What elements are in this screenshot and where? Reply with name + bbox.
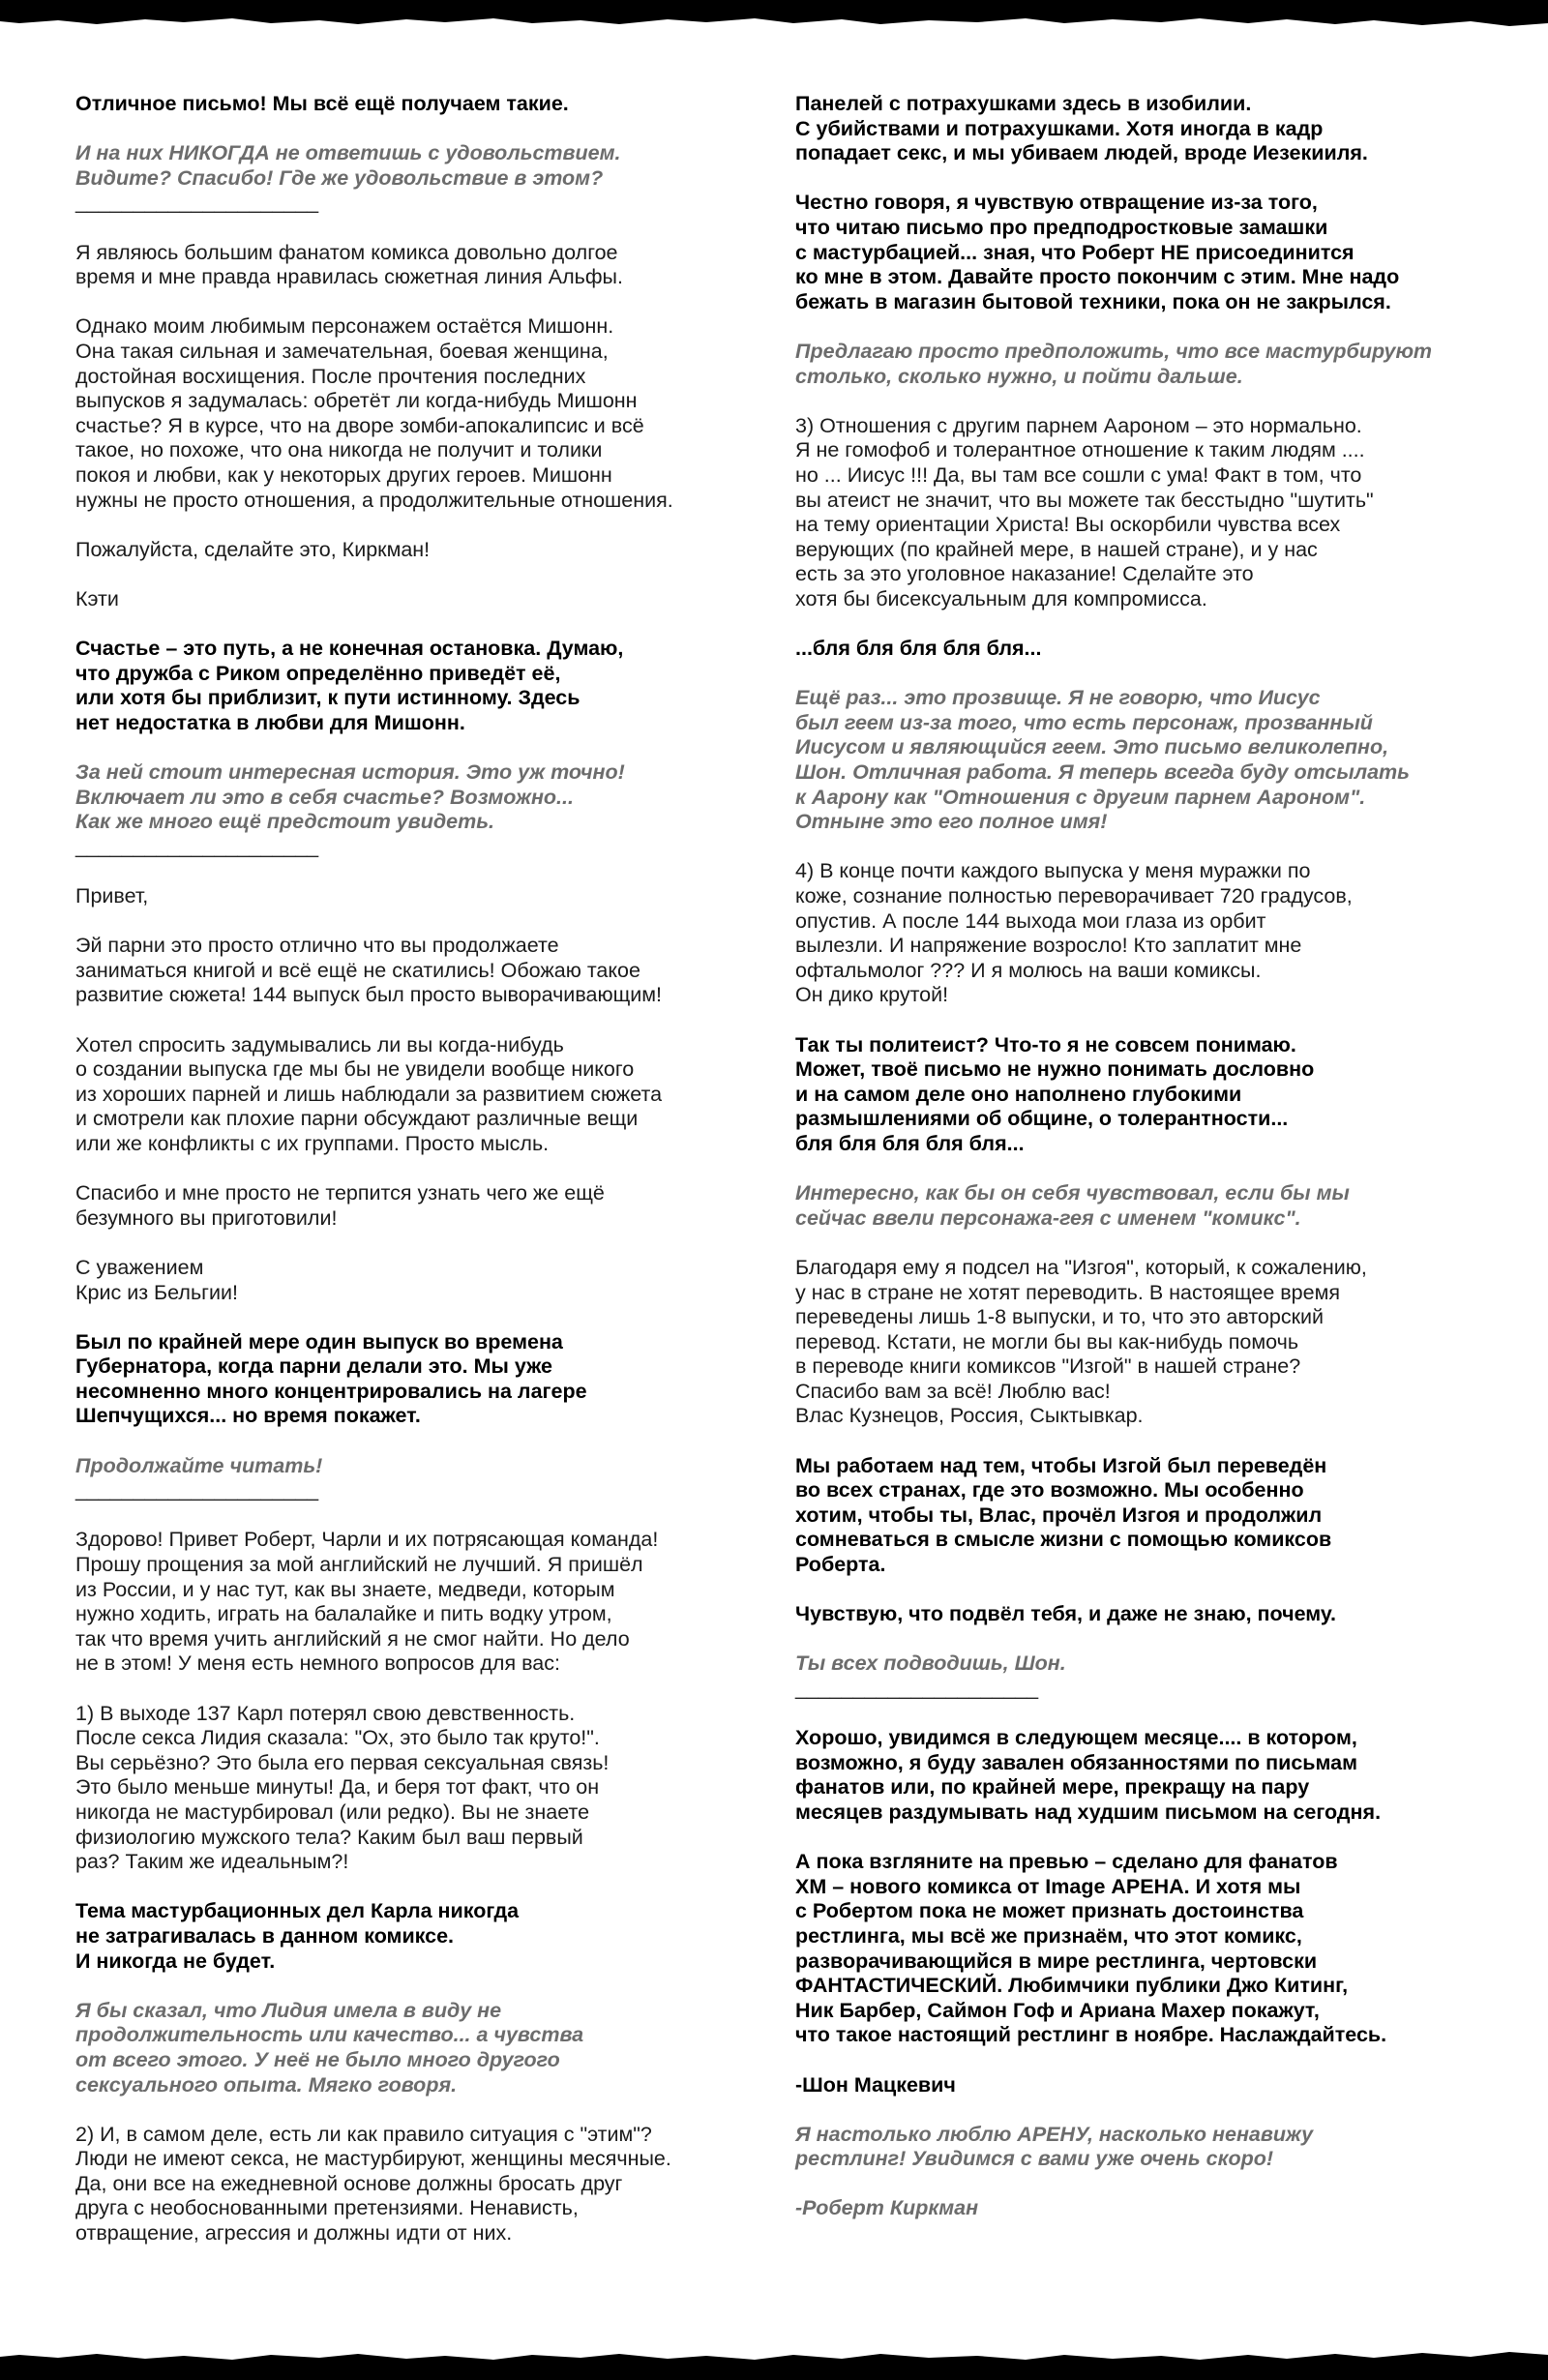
editor-reply-italic: Ещё раз... это прозвище. Я не говорю, что Иисус был геем из-за того, что есть персонаж, прозванный Иисусом и являющийся геем. Это письмо великолепно, Шон. Отличная работа. Я теперь всегда буду отсылать к Аарону как "Отношения с другим парнем Аароном". Отныне это его полное имя! [795, 686, 1410, 834]
editor-reply-bold: Хорошо, увидимся в следующем месяце.... в котором, возможно, я буду завален обязанностями по письмам фанатов или, по крайней мере, прекращу на пару месяцев раздумывать над худшим письмом на сегодня. [795, 1726, 1382, 1824]
editor-reply-bold: Панелей с потрахушками здесь в изобилии. С убийствами и потрахушками. Хотя иногда в кадр попадает секс, и мы убиваем людей, вроде Иезекииля. [795, 92, 1368, 165]
reader-letter-paragraph: 4) В конце почти каждого выпуска у меня муражки по коже, сознание полностью переворачивает 720 градусов, опустив. А после 144 выхода мои глаза из орбит вылезли. И напряжение возросло! Кто заплатит мне офтальмолог ??? И я молюсь на ваши комиксы. Он дико крутой! [795, 859, 1353, 1007]
editor-reply-bold: Был по крайней мере один выпуск во времена Губернатора, когда парни делали это. Мы уже несомненно много концентрировались на лагере Шепчущихся... но время покажет. [75, 1329, 587, 1428]
reader-letter-paragraph: Хотел спросить задумывались ли вы когда-нибудь о создании выпуска где мы бы не увидели вообще никого из хороших парней и лишь наблюдали за развитием сюжета и смотрели как плохие парни обсуждают различные вещи или же конфликты с их группами. Просто мысль. [75, 1032, 663, 1155]
reader-letter-paragraph: С уважением Крис из Бельгии! [75, 1255, 238, 1304]
editor-reply-bold: Отличное письмо! Мы всё ещё получаем такие. [75, 92, 569, 115]
reader-letter-paragraph: Здорово! Привет Роберт, Чарли и их потрясающая команда! Прошу прощения за мой английский не лучший. Я пришёл из России, и у нас тут, как вы знаете, медведи, которым нужно ходить, играть на балалайке и пить водку утром, так что время учить английский я не смог найти. Но дело не в этом! У меня есть немного вопросов для вас: [75, 1528, 659, 1676]
editor-reply-bold: Чувствую, что подвёл тебя, и даже не знаю, почему. [795, 1602, 1336, 1626]
reader-letter-paragraph: Привет, [75, 884, 149, 907]
editor-reply-italic: Ты всех подводишь, Шон. [795, 1651, 1066, 1676]
editor-reply-bold: А пока взгляните на превью – сделано для фанатов ХМ – нового комикса от Image АРЕНА. И хотя мы с Робертом пока не может признать достоинства рестлинга, мы всё же признаём, что этот комикс, разворачивающийся в мире рестлинга, чертовски ФАНТАСТИЧЕСКИЙ. Любимчики публики Джо Китинг, Ник Барбер, Саймон Гоф и Ариана Махер покажут, что такое настоящий рестлинг в ноябре. Наслаждайтесь. [795, 1850, 1387, 2047]
reader-letter-paragraph: 3) Отношения с другим парнем Аароном – это нормально. Я не гомофоб и толерантное отношение к таким людям .... но ... Иисус !!! Да, вы там все сошли с ума! Факт в том, что вы атеист не значит, что вы можете так бесстыдно "шутить" на тему ориентации Христа! Вы оскорбили чувства всех верующих (по крайней мере, в нашей стране), и у нас есть за это уголовное наказание! Сделайте это хотя бы бисексуальным для компромисса. [795, 413, 1374, 610]
editor-reply-bold: Тема мастурбационных дел Карла никогда не затрагивалась в данном комиксе. И никогда не будет. [75, 1899, 520, 1973]
editor-reply-italic: Я настолько люблю АРЕНУ, насколько ненавижу рестлинг! Увидимся с вами уже очень скоро! [795, 2122, 1314, 2171]
editor-reply-bold: Мы работаем над тем, чтобы Изгой был переведён во всех странах, где это возможно. Мы особенно хотим, чтобы ты, Влас, прочёл Изгоя и продолжил сомневаться в смысле жизни с помощью комиксов Роберта. [795, 1453, 1332, 1577]
editor-reply-italic: Интересно, как бы он себя чувствовал, если бы мы сейчас ввели персонажа-гея с именем "комикс". [795, 1181, 1350, 1230]
reader-letter-paragraph: Кэти [75, 586, 119, 610]
reader-letter-paragraph: Эй парни это просто отлично что вы продолжаете заниматься книгой и всё ещё не скатились! Обожаю такое развитие сюжета! 144 выпуск был просто выворачивающим! [75, 934, 663, 1007]
editor-reply-bold: Так ты политеист? Что-то я не совсем понимаю. Может, твоё письмо не нужно понимать дословно и на самом деле оно наполнено глубокими размышлениями об общине, о толерантности... бля бля бля бля бля... [795, 1032, 1315, 1155]
editor-reply-bold: Счастье – это путь, а не конечная остановка. Думаю, что дружба с Риком определённо приведёт её, или хотя бы приблизит, к пути истинному. Здесь нет недостатка в любви для Мишонн. [75, 637, 624, 734]
right-column [795, 92, 1487, 2246]
editor-reply-italic: Я бы сказал, что Лидия имела в виду не продолжительность или качество... а чувства от всего этого. У неё не было много другого сексуального опыта. Мягко говоря. [75, 1998, 584, 2097]
editor-reply-bold: ...бля бля бля бля бля... [795, 637, 1042, 661]
editor-reply-italic: За ней стоит интересная история. Это уж точно! Включает ли это в себя счастье? Возможно... Как же много ещё предстоит увидеть. [75, 760, 625, 834]
separator-line: _____________________ [75, 834, 319, 858]
reader-letter-paragraph: Пожалуйста, сделайте это, Киркман! [75, 537, 431, 561]
reader-letter-paragraph: Однако моим любимым персонажем остаётся Мишонн. Она такая сильная и замечательная, боевая женщина, достойная восхищения. После прочтения последних выпусков я задумалась: обретёт ли когда-нибудь Мишонн счастье? Я в курсе, что на дворе зомби-апокалипсис и всё такое, но похоже, что она никогда не получит и толики покоя и любви, как у некоторых других героев. Мишонн нужны не просто отношения, а продолжительные отношения. [75, 314, 673, 512]
separator-line: _____________________ [795, 1677, 1039, 1700]
editor-reply-italic: И на них НИКОГДА не ответишь с удовольствием. Видите? Спасибо! Где же удовольствие в этом? [75, 141, 621, 190]
separator-line: _____________________ [75, 191, 319, 215]
torn-edge-bottom [0, 2341, 1548, 2380]
reader-letter-paragraph: 2) И, в самом деле, есть ли как правило ситуация с "этим"? Люди не имеют секса, не мастурбируют, женщины месячные. Да, они все на ежедневной основе должны бросать друг друга с необоснованными претензиями. Ненависть, отвращение, агрессия и должны идти от них. [75, 2122, 671, 2246]
torn-edge-top [0, 0, 1548, 39]
reader-letter-paragraph: Я являюсь большим фанатом комикса довольно долгое время и мне правда нравилась сюжетная линия Альфы. [75, 240, 623, 289]
reader-letter-paragraph: 1) В выходе 137 Карл потерял свою девственность. После секса Лидия сказала: "Ох, это было так круто!". Вы серьёзно? Это была его первая сексуальная связь! Это было меньше минуты! Да, и беря тот факт, что он никогда не мастурбировал (или редко). Вы не знаете физиологию мужского тела? Каким был ваш первый раз? Таким же идеальным?! [75, 1701, 610, 1874]
editor-reply-italic: -Роберт Киркман [795, 2196, 979, 2220]
editor-reply-italic: Продолжайте читать! [75, 1453, 323, 1477]
reader-letter-paragraph: Спасибо и мне просто не терпится узнать чего же ещё безумного вы приготовили! [75, 1181, 605, 1230]
editor-reply-bold: -Шон Мацкевич [795, 2072, 956, 2097]
left-column [75, 92, 767, 2271]
reader-letter-paragraph: Благодаря ему я подсел на "Изгоя", который, к сожалению, у нас в стране не хотят переводить. В настоящее время переведены лишь 1-8 выпуски, и то, что это авторский перевод. Кстати, не могли бы вы как-нибудь помочь в переводе книги комиксов "Изгой" в нашей стране? Спасибо вам за всё! Люблю вас! Влас Кузнецов, Россия, Сыктывкар. [795, 1255, 1367, 1428]
editor-reply-bold: Честно говоря, я чувствую отвращение из-за того, что читаю письмо про предподростковые замашки с мастурбацией... зная, что Роберт НЕ присоединится ко мне в этом. Давайте просто покончим с этим. Мне надо бежать в магазин бытовой техники, пока он не закрылся. [795, 191, 1400, 313]
editor-reply-italic: Предлагаю просто предположить, что все мастурбируют столько, сколько нужно, и пойти дальше. [795, 339, 1432, 388]
separator-line: _____________________ [75, 1478, 319, 1502]
